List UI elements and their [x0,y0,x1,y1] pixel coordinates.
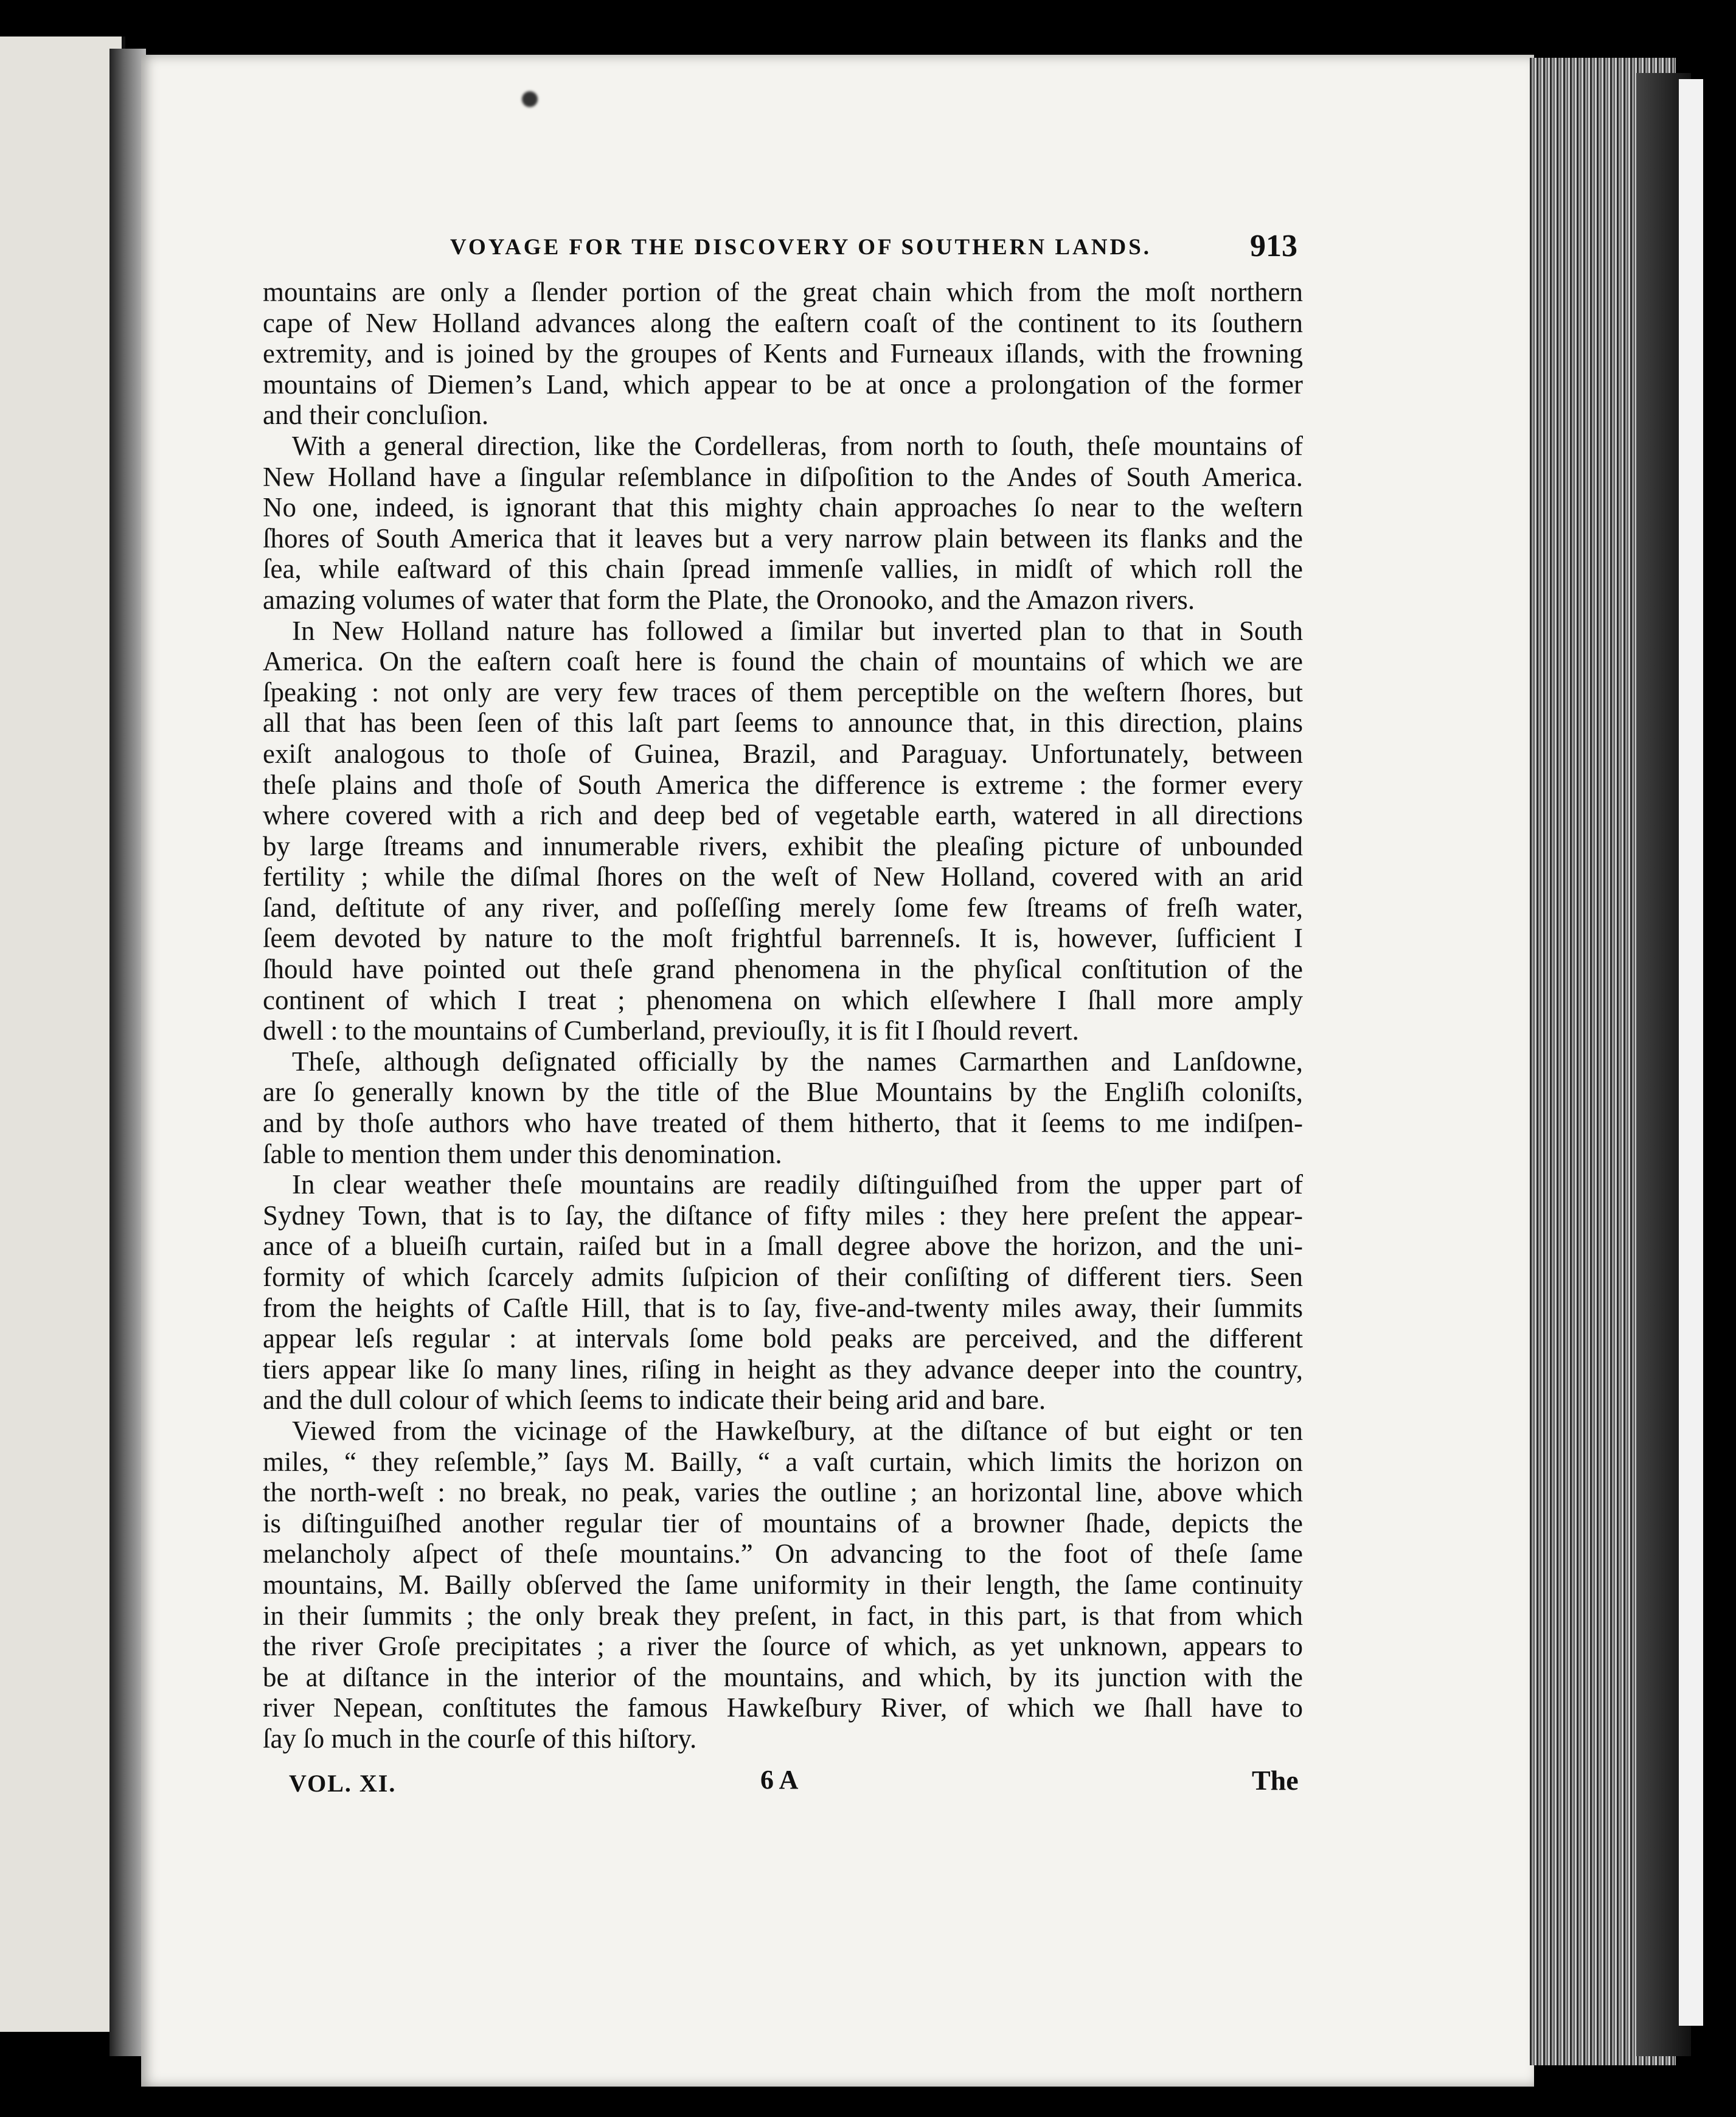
text-line: the river Groſe precipitates ; a river the ſource of which, as yet unknown, appears to [263,1631,1303,1662]
book-gutter [109,49,146,2056]
text-line: cape of New Holland advances along the eaſtern coaſt of the continent to its ſouthern [263,307,1303,338]
text-line: the north-weſt : no break, no peak, varies the outline ; an horizontal line, above which [263,1477,1303,1508]
text-line: In clear weather theſe mountains are readily diſtinguiſhed from the upper part of [292,1169,1303,1200]
text-line: extremity, and is joined by the groupes of Kents and Furneaux iſlands, with the frowning [263,338,1303,369]
text-line: be at diſtance in the interior of the mountains, and which, by its junction with the [263,1661,1303,1692]
page-number: 913 [1250,229,1297,263]
text-line: river Nepean, conſtitutes the famous Hawkeſbury River, of which we ſhall have to [263,1692,1303,1723]
text-line: ſpeaking : not only are very few traces of them perceptible on the weſtern ſhores, but [263,676,1303,707]
text-line: appear leſs regular : at intervals ſome bold peaks are perceived, and the different [263,1323,1303,1354]
text-line: ſay ſo much in the courſe of this hiſtory. [263,1723,697,1754]
text-line: and by thoſe authors who have treated of them hitherto, that it ſeems to me indiſpen- [263,1108,1303,1139]
text-line: theſe plains and thoſe of South America the difference is extreme : the former every [263,769,1303,800]
text-line: ſhores of South America that it leaves but a very narrow plain between its flanks and the [263,523,1303,554]
text-line: Sydney Town, that is to ſay, the diſtance of fifty miles : they here preſent the appear- [263,1200,1303,1231]
text-line: is diſtinguiſhed another regular tier of mountains of a browner ſhade, depicts the [263,1507,1303,1538]
text-line: in their ſummits ; the only break they preſent, in fact, in this part, is that from which [263,1600,1303,1631]
text-line: ſhould have pointed out theſe grand phenomena in the phyſical conſtitution of the [263,954,1303,985]
text-line: where covered with a rich and deep bed of vegetable earth, watered in all directions [263,800,1303,831]
scan-border [1679,79,1703,2026]
text-line: from the heights of Caſtle Hill, that is to ſay, five-and-twenty miles away, their ſummits [263,1292,1303,1323]
text-line: exiſt analogous to thoſe of Guinea, Brazil, and Paraguay. Unfortunately, between [263,738,1303,769]
text-line: ſable to mention them under this denomination. [263,1138,782,1169]
text-line: by large ſtreams and innumerable rivers, exhibit the pleaſing picture of unbounded [263,830,1303,861]
volume-label: VOL. XI. [289,1770,397,1797]
body-text [263,277,1303,1754]
text-line: and their concluſion. [263,400,489,431]
text-line: tiers appear like ſo many lines, riſing in height as they advance deeper into the country, [263,1354,1303,1385]
signature-mark: 6 A [760,1765,799,1795]
text-line: continent of which I treat ; phenomena on which elſewhere I ſhall more amply [263,984,1303,1015]
text-line: mountains are only a ſlender portion of the great chain which from the moſt northern [263,277,1303,307]
text-line: No one, indeed, is ignorant that this mighty chain approaches ſo near to the weſtern [263,492,1303,523]
text-line: Theſe, although deſignated officially by the names Carmarthen and Lanſdowne, [292,1046,1303,1077]
text-line: ance of a blueiſh curtain, raiſed but in a ſmall degree above the horizon, and the uni- [263,1231,1303,1262]
text-line: In New Holland nature has followed a ſimilar but inverted plan to that in South [292,615,1303,646]
text-line: all that has been ſeen of this laſt part ſeems to announce that, in this direction, plains [263,707,1303,739]
text-line: New Holland have a ſingular reſemblance in diſpoſition to the Andes of South America. [263,461,1303,492]
text-line: dwell : to the mountains of Cumberland, previouſly, it is fit I ſhould revert. [263,1015,1079,1046]
text-line: ſand, deſtitute of any river, and poſſeſſing merely ſome few ſtreams of freſh water, [263,892,1303,923]
text-line: ſeem devoted by nature to the moſt frightful barrenneſs. It is, however, ſufficient I [263,923,1303,954]
text-line: and the dull colour of which ſeems to indicate their being arid and bare. [263,1385,1046,1416]
facing-page-edge [0,36,125,2032]
running-head: VOYAGE FOR THE DISCOVERY OF SOUTHERN LANDS. [450,235,1152,260]
text-line: With a general direction, like the Cordelleras, from north to ſouth, theſe mountains of [292,430,1303,461]
catchword: The [1252,1765,1299,1796]
text-line: miles, “ they reſemble,” ſays M. Bailly, “ a vaſt curtain, which limits the horizon on [263,1446,1303,1477]
ink-blot [522,91,538,107]
text-line: melancholy aſpect of theſe mountains.” On advancing to the foot of theſe ſame [263,1538,1303,1569]
text-line: amazing volumes of water that form the Plate, the Oronooko, and the Amazon rivers. [263,584,1195,615]
text-line: are ſo generally known by the title of the Blue Mountains by the Engliſh coloniſts, [263,1077,1303,1108]
text-line: mountains of Diemen’s Land, which appear to be at once a prolongation of the former [263,369,1303,400]
text-line: Viewed from the vicinage of the Hawkeſbury, at the diſtance of but eight or ten [292,1415,1303,1446]
text-line: ſea, while eaſtward of this chain ſpread immenſe vallies, in midſt of which roll the [263,554,1303,585]
text-line: America. On the eaſtern coaſt here is found the chain of mountains of which we are [263,646,1303,677]
text-line: formity of which ſcarcely admits ſuſpicion of their conſiſting of different tiers. Seen [263,1262,1303,1292]
text-line: fertility ; while the diſmal ſhores on the weſt of New Holland, covered with an arid [263,861,1303,892]
text-line: mountains, M. Bailly obſerved the ſame uniformity in their length, the ſame continuity [263,1569,1303,1600]
